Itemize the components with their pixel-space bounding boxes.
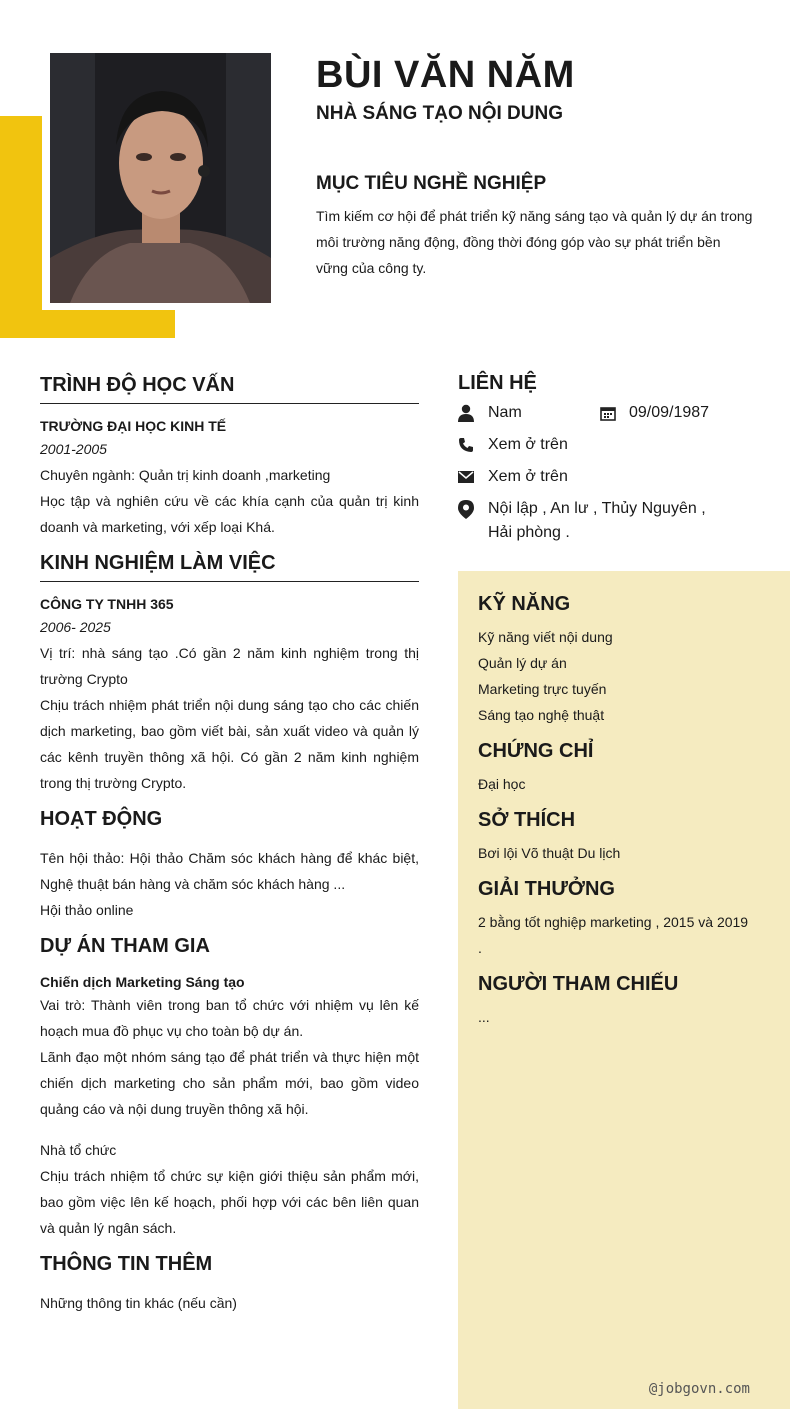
job-title: NHÀ SÁNG TẠO NỘI DUNG — [316, 103, 563, 124]
hobbies-section — [478, 809, 770, 866]
skills-section — [478, 593, 770, 728]
objective-text: Tìm kiếm cơ hội để phát triển kỹ năng sáng tạo và quản lý dự án trong môi trường năng động, đồng thời đóng góp vào sự phát triển bền vững của công ty. — [316, 208, 753, 276]
envelope-icon — [458, 465, 488, 489]
phone-value: Xem ở trên — [488, 436, 568, 453]
candidate-name: BÙI VĂN NĂM — [316, 54, 575, 96]
education-section — [40, 374, 419, 540]
education-detail: Học tập và nghiên cứu về các khía cạnh của quản trị kinh doanh và marketing, với xếp loại Khá. — [40, 493, 419, 535]
contact-heading: LIÊN HỆ — [458, 372, 537, 394]
watermark: @jobgovn.com — [648, 1381, 750, 1397]
contact-row-phone — [458, 433, 758, 457]
project-role-2: Nhà tổ chức — [40, 1142, 117, 1158]
experience-detail: Chịu trách nhiệm phát triển nội dung sáng tạo cho các chiến dịch marketing, bao gồm viết bài, sản xuất video và quản lý các kênh truyền thông xã hội. Có gần 2 năm kinh nghiệm trong thị trường Crypto. — [40, 697, 419, 791]
side-panel — [458, 571, 790, 1409]
calendar-icon — [600, 401, 629, 425]
hobbies-text: Bơi lội Võ thuật Du lịch — [478, 845, 621, 861]
experience-position: Vị trí: nhà sáng tạo .Có gần 2 năm kinh nghiệm trong thị trường Crypto — [40, 645, 419, 687]
gender-value: Nam — [488, 404, 522, 421]
projects-section — [40, 935, 419, 1241]
awards-note: . — [478, 940, 482, 956]
awards-text: 2 bằng tốt nghiệp marketing , 2015 và 2019 — [478, 914, 749, 930]
extra-text: Những thông tin khác (nếu cần) — [40, 1295, 237, 1311]
birthday-value: 09/09/1987 — [629, 404, 710, 421]
project-role: Vai trò: Thành viên trong ban tổ chức với nhiệm vụ lên kế hoạch mua đồ phục vụ cho toàn bộ dự án. — [40, 997, 419, 1039]
hobbies-heading: SỞ THÍCH — [478, 809, 576, 831]
accent-bar-horizontal — [0, 310, 175, 338]
extra-section — [40, 1253, 419, 1316]
experience-period: 2006- 2025 — [40, 619, 111, 635]
extra-heading: THÔNG TIN THÊM — [40, 1253, 213, 1275]
contact-section — [458, 372, 758, 553]
projects-heading: DỰ ÁN THAM GIA — [40, 935, 210, 957]
certificate-item: Đại học — [478, 776, 526, 792]
skill-item: Quản lý dự án — [478, 655, 567, 671]
skill-item: Sáng tạo nghệ thuật — [478, 707, 605, 723]
accent-bar-vertical — [0, 116, 42, 338]
awards-heading: GIẢI THƯỞNG — [478, 878, 615, 900]
email-value: Xem ở trên — [488, 468, 568, 485]
skill-item: Marketing trực tuyến — [478, 681, 607, 697]
address-value: Nội lập , An lư , Thủy Nguyên , Hải phòng . — [488, 500, 706, 541]
education-period: 2001-2005 — [40, 441, 107, 457]
references-section — [478, 973, 770, 1030]
activities-text: Tên hội thảo: Hội thảo Chăm sóc khách hàng để khác biệt, Nghệ thuật bán hàng và chăm sóc khách hàng ... — [40, 850, 419, 892]
experience-heading: KINH NGHIỆM LÀM VIỆC — [40, 552, 419, 582]
activities-heading: HOẠT ĐỘNG — [40, 808, 163, 830]
experience-section — [40, 552, 419, 796]
company-name: CÔNG TY TNHH 365 — [40, 596, 174, 612]
objective-heading: MỤC TIÊU NGHỀ NGHIỆP — [316, 173, 547, 194]
project-detail-2: Chịu trách nhiệm tổ chức sự kiện giới thiệu sản phẩm mới, bao gồm việc lên kế hoạch, phối hợp với các bên liên quan và quản lý ngân sách. — [40, 1168, 419, 1236]
awards-section — [478, 878, 770, 961]
skill-item: Kỹ năng viết nội dung — [478, 629, 613, 645]
left-column — [40, 374, 419, 1328]
profile-photo — [50, 53, 271, 303]
activities-section — [40, 808, 419, 923]
contact-row-email — [458, 465, 758, 489]
certificates-heading: CHỨNG CHỈ — [478, 740, 594, 762]
contact-row-gender — [458, 401, 758, 425]
person-icon — [458, 401, 488, 425]
activities-format: Hội thảo online — [40, 902, 134, 918]
project-name: Chiến dịch Marketing Sáng tạo — [40, 974, 245, 990]
education-heading: TRÌNH ĐỘ HỌC VẤN — [40, 374, 419, 404]
references-text: ... — [478, 1009, 490, 1025]
certificates-section — [478, 740, 770, 797]
references-heading: NGƯỜI THAM CHIẾU — [478, 973, 679, 995]
school-name: TRƯỜNG ĐẠI HỌC KINH TẾ — [40, 418, 227, 434]
phone-icon — [458, 433, 488, 457]
education-major: Chuyên ngành: Quản trị kinh doanh ,marketing — [40, 467, 331, 483]
contact-row-address — [458, 497, 758, 545]
project-detail: Lãnh đạo một nhóm sáng tạo để phát triển và thực hiện một chiến dịch marketing cho sản phẩm mới, bao gồm video quảng cáo và nội dung truyền thông xã hội. — [40, 1049, 419, 1117]
location-pin-icon — [458, 497, 488, 521]
skills-heading: KỸ NĂNG — [478, 593, 571, 615]
